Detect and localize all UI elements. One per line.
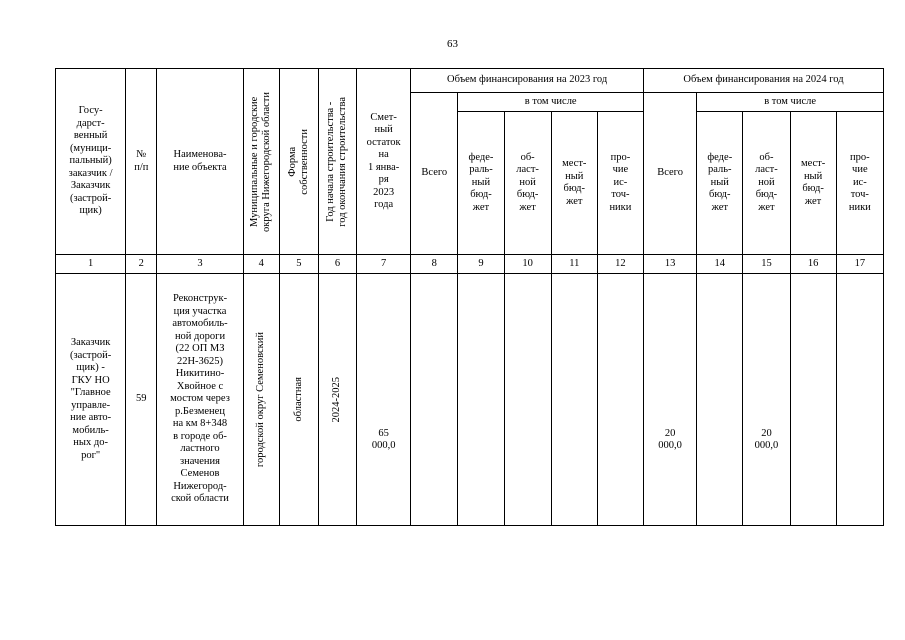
column-number: 8 bbox=[411, 255, 458, 274]
cell-federal-2024 bbox=[697, 274, 743, 526]
column-number: 1 bbox=[56, 255, 126, 274]
cell-local-2023 bbox=[551, 274, 597, 526]
header-other-2023: про- чие ис- точ- ники bbox=[597, 112, 643, 255]
cell-customer: Заказчик (застрой- щик) - ГКУ НО "Главное управле- ние авто- мобиль- ных до- рог" bbox=[56, 274, 126, 526]
header-municipality-text: Муниципальные и городские округа Нижегородской области bbox=[249, 91, 273, 232]
column-number-row bbox=[56, 255, 884, 274]
cell-ownership bbox=[279, 274, 318, 526]
header-ownership bbox=[279, 69, 318, 255]
cell-years-text: 2024-2025 bbox=[331, 376, 343, 423]
column-number: 10 bbox=[504, 255, 551, 274]
cell-regional-2023 bbox=[504, 274, 551, 526]
header-years bbox=[318, 69, 356, 255]
column-number: 7 bbox=[357, 255, 411, 274]
cell-total-2024: 20 000,0 bbox=[644, 274, 697, 526]
column-number: 15 bbox=[743, 255, 790, 274]
page-number: 63 bbox=[447, 38, 458, 50]
header-regional-2023: об- ласт- ной бюд- жет bbox=[504, 112, 551, 255]
cell-other-2023 bbox=[597, 274, 643, 526]
column-number: 4 bbox=[243, 255, 279, 274]
header-estimate: Смет- ный остаток на 1 янва- ря 2023 года bbox=[357, 69, 411, 255]
header-federal-2023: феде- раль- ный бюд- жет bbox=[458, 112, 504, 255]
cell-municipality bbox=[243, 274, 279, 526]
header-row-1 bbox=[56, 69, 884, 93]
header-including-2024: в том числе bbox=[697, 93, 884, 112]
header-including-2023: в том числе bbox=[458, 93, 644, 112]
column-number: 12 bbox=[597, 255, 643, 274]
header-local-2023: мест- ный бюд- жет bbox=[551, 112, 597, 255]
header-funding-2024: Объем финансирования на 2024 год bbox=[644, 69, 884, 93]
header-municipality bbox=[243, 69, 279, 255]
column-number: 6 bbox=[318, 255, 356, 274]
column-number: 13 bbox=[644, 255, 697, 274]
column-number: 9 bbox=[458, 255, 504, 274]
header-years-text: Год начала строительства - год окончания строительства bbox=[325, 96, 349, 227]
header-total-2023: Всего bbox=[411, 93, 458, 255]
cell-other-2024 bbox=[836, 274, 883, 526]
table-row bbox=[56, 274, 884, 526]
header-object-name: Наименова- ние объекта bbox=[157, 69, 243, 255]
header-ownership-text: Форма собственности bbox=[286, 128, 310, 195]
column-number: 11 bbox=[551, 255, 597, 274]
header-total-2024: Всего bbox=[644, 93, 697, 255]
cell-federal-2023 bbox=[458, 274, 504, 526]
cell-regional-2024: 20 000,0 bbox=[743, 274, 790, 526]
column-number: 14 bbox=[697, 255, 743, 274]
column-number: 5 bbox=[279, 255, 318, 274]
column-number: 2 bbox=[126, 255, 157, 274]
column-number: 17 bbox=[836, 255, 883, 274]
cell-local-2024 bbox=[790, 274, 836, 526]
cell-estimate: 65 000,0 bbox=[357, 274, 411, 526]
cell-number: 59 bbox=[126, 274, 157, 526]
header-regional-2024: об- ласт- ной бюд- жет bbox=[743, 112, 790, 255]
header-local-2024: мест- ный бюд- жет bbox=[790, 112, 836, 255]
header-number: № п/п bbox=[126, 69, 157, 255]
header-customer: Госу- дарст- венный (муници- пальный) заказчик / Заказчик (застрой- щик) bbox=[56, 69, 126, 255]
cell-municipality-text: городской округ Семеновский bbox=[255, 331, 267, 468]
cell-years bbox=[318, 274, 356, 526]
funding-table bbox=[55, 68, 884, 526]
header-federal-2024: феде- раль- ный бюд- жет bbox=[697, 112, 743, 255]
column-number: 3 bbox=[157, 255, 243, 274]
header-funding-2023: Объем финансирования на 2023 год bbox=[411, 69, 644, 93]
header-other-2024: про- чие ис- точ- ники bbox=[836, 112, 883, 255]
cell-total-2023 bbox=[411, 274, 458, 526]
cell-ownership-text: областная bbox=[292, 377, 304, 422]
column-number: 16 bbox=[790, 255, 836, 274]
cell-object-name: Реконструк- ция участка автомобиль- ной дороги (22 ОП МЗ 22Н-3625) Никитино- Хвойное с мостом через р.Безменец на км 8+348 в городе об- ластного значения Семенов Нижегород- ской области bbox=[157, 274, 243, 526]
